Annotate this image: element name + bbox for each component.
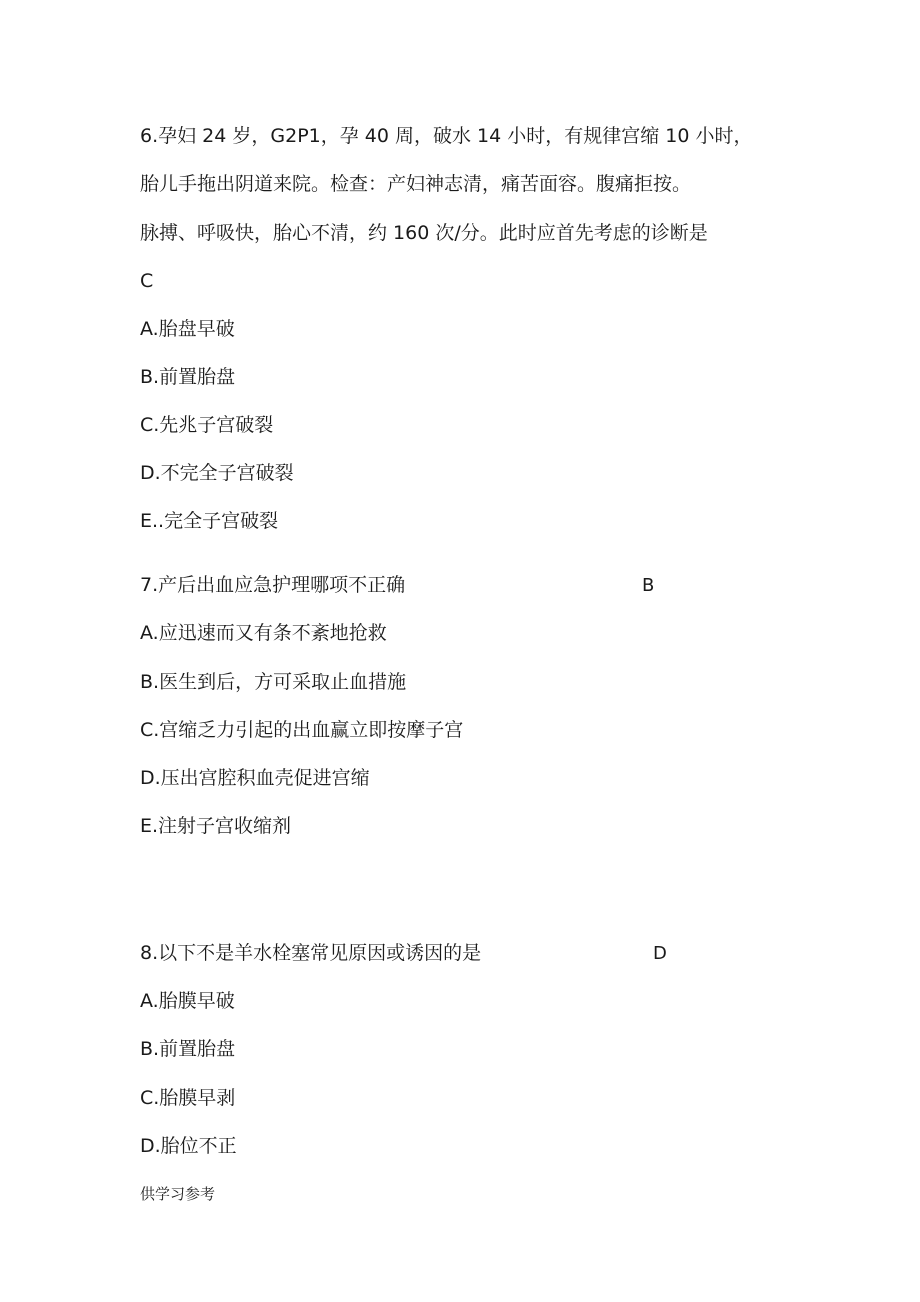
- q6-stem-line-1: 6.孕妇 24 岁，G2P1，孕 40 周，破水 14 小时，有规律宫缩 10 小时，: [140, 125, 753, 147]
- q6-stem-line-2: 胎儿手拖出阴道来院。检查：产妇神志清，痛苦面容。腹痛拒按。: [140, 173, 692, 195]
- q7-option-d: D.压出宫腔积血壳促进宫缩: [140, 767, 370, 789]
- q6-answer: C: [140, 270, 154, 292]
- q6-stem-line-3: 脉搏、呼吸快，胎心不清，约 160 次/分。此时应首先考虑的诊断是: [140, 222, 708, 244]
- q7-option-b: B.医生到后，方可采取止血措施: [140, 671, 407, 693]
- q8-option-d: D.胎位不正: [140, 1135, 237, 1157]
- q6-option-e: E..完全子宫破裂: [140, 510, 279, 532]
- q7-stem: 7.产后出血应急护理哪项不正确: [140, 574, 406, 596]
- q6-option-a: A.胎盘早破: [140, 318, 235, 340]
- q8-option-a: A.胎膜早破: [140, 990, 235, 1012]
- q7-option-a: A.应迅速而又有条不紊地抢救: [140, 622, 387, 644]
- q6-option-b: B.前置胎盘: [140, 366, 236, 388]
- q7-answer: B: [642, 575, 655, 596]
- q6-option-c: C.先兆子宫破裂: [140, 414, 274, 436]
- q7-option-e: E.注射子宫收缩剂: [140, 815, 292, 837]
- q8-option-b: B.前置胎盘: [140, 1038, 236, 1060]
- q6-option-d: D.不完全子宫破裂: [140, 462, 294, 484]
- q8-option-c: C.胎膜早剥: [140, 1087, 236, 1109]
- page-footer: 供学习参考: [140, 1185, 216, 1203]
- q7-option-c: C.宫缩乏力引起的出血赢立即按摩子宫: [140, 719, 464, 741]
- q8-stem: 8.以下不是羊水栓塞常见原因或诱因的是: [140, 942, 482, 964]
- q8-answer: D: [653, 943, 667, 964]
